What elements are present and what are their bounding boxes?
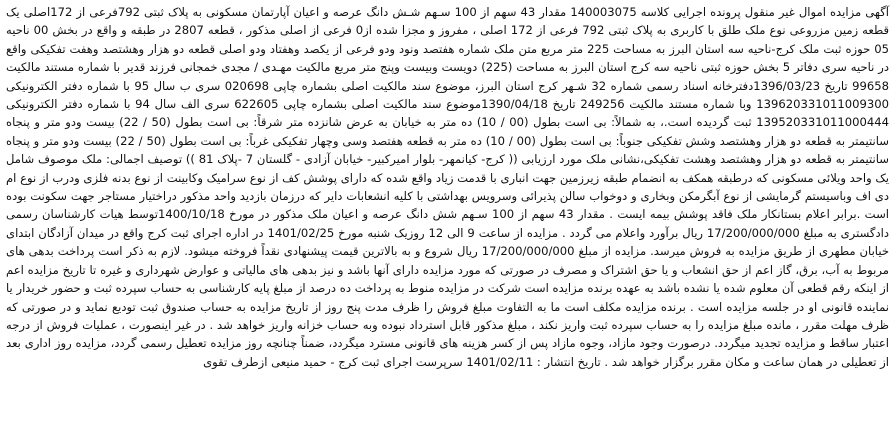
notice-body-text: آگهی مزایده اموال غیر منقول پرونده اجرایی کلاسه 140003075 مقدار 43 سهم از 100 سـهم شـش دانگ عرصه و اعیان آپارتمان مسکونی به پلاک ثبتی 792فرعی از 172اصلی یک قطعه زمین مزروعی نوع ملک طلق با کاربری به پلاک ثبتی 792 فرعی از 172 اصلی ، مفروز و مجزا شده از0 فرعی از اصلی مذکور ، قطعه 2807 در طبقه و واقع در بخش 00 ناحیه 05 حوزه ثبت ملک کرج-ناحیه سه استان البرز به مساحت 225 متر مربع متن ملک شماره هفتصد ونود ودو فرعی از یکصد وهفتاد ودو اصلی قطعه دو هزار وهشتصد وهفت تفکیکی واقع در ناحیه سری دفاتر 5 بخش حوزه ثبتی ناحیه سه کرج استان البرز به مساحت (225) دویست وبیست وپنج متر مربع مالکیت مهـدی / مجدی خمجانی فرزند قدیر با شماره مستند مالکیت 99658 تاریخ 1396/03/23دفترخانه اسناد رسمی شماره 32 شـهر کرج استان البرز، موضوع سند مالکیت اصلی بشماره چاپی 020698 سری ب سال 95 با شماره دفتر الکترونیکی 139620331011009300 وبا شماره مستند مالکیت 249256 تاریخ 1390/04/18موضوع سند مالکیت اصلی بشماره چاپی 622605 سری الف سال 94 با شماره دفتر الکترونیکی 139520331011000444 ثبت گردیده است.، به شمالاً: بی است بطول (00 / 10) ده متر به خیابان به عرض شانزده متر شرقاً: بی است بطول (50 / 22) بیست ودو متر و پنجاه سانتیمتر به قطعه دو هزار وهشتصد وشش تفکیکی جنوباً: بی است بطول (00 / 10) ده متر به قطعه هفتصد وسی وچهار تفکیکی غرباً: بی است بطول (50 / 22) بیست ودو متر و پنجاه سانتیمتر به قطعه دو هزار وهشتصد وهشت تفکیکی،نشانی ملک مورد ارزیابی (( کرج- کیانمهر- بلوار امیرکبیر- خیابان آزادی - گلستان 7 -پلاک 81 )) توصیف اجمالی: ملک موصوف شامل یک واحد ویلائی مسکونی که درطبقه همکف به انضمام طبقه زیرزمین جهت انباری با قدمت زیاد واقع شده که دارای پوشش کف از نوع سرامیک وکابینت از نوع بدنه فلزی ودرب از نوع ام دی اف وباسیستم گرمایشی از نوع آبگرمکن وبخاری و دوخواب سالن پذیرائی وسرویس بهداشتی با کلیه انشعابات دایر که درزمان بازدید واحد مذکور دراختیار مستاجر جهت سکونت بوده است .برابر اعلام بستانکار ملک فاقد پوشش بیمه ایست . مقدار 43 سهم از 100 سـهم شش دانگ عرصه و اعیان ملک مذکور در مورخ 1400/10/18توسط هیات کارشناسان رسمی دادگستری به مبلغ 17/200/000/000 ریال برآورد واعلام می گردد . مزایده از ساعت 9 الی 12 روزیک شنبه مورخ 1401/02/25 در اداره اجرای ثبت کرج واقع در میدان آزادگان ابتدای خیابان مطهری از طریق مزایده به فروش میرسد. مزایده از مبلغ 17/200/000/000 ریال شروع و به بالاترین قیمت پیشنهادی نقداً فروخته میشود. لازم به ذکر است پرداخت بدهی های مربوط به آب، برق، گاز اعم از حق انشعاب و یا حق اشتراک و مصرف در صورتی که مورد مزایده دارای آنها باشد و نیز بدهی های مالیاتی و عوارض شهرداری و غیره تا تاریخ مزایده اعم از اینکه رقم قطعی آن معلوم شده یا نشده باشد به عهده برنده مزایده است شرکت در مزایده منوط به پرداخت ده درصد از مبلغ پایه کارشناسی به حساب سپرده ثبت و حضور خریدار یا نماینده قانونی او در جلسه مزایده است . برنده مزایده مکلف است ما به التفاوت مبلغ فروش را ظرف مدت پنج روز از تاریخ مزایده به حساب صندوق ثبت تودیع نماید و در صورتی که ظرف مهلت مقرر ، مانده مبلغ مزایده را به حساب سپرده ثبت واریز نکند ، مبلغ مذکور قابل استرداد نبوده وبه حساب خزانه واریز خواهد شد . در غیر اینصورت ، عملیات فروش از درجه اعتبار ساقط و مزایده تجدید میگردد. درصورت وجود مازاد، وجوه مازاد پس از کسر هزینه های قانونی مسترد میگردد، ضمناً چنانچه روز مزایده تعطیل رسمی گردد، مزایده روز اداری بعد از تعطیلی در همان ساعت و مکان مقرر برگزار خواهد شد . تاریخ انتشار : 1401/02/11 سرپرست اجرای ثبت کرج - حمید منیعی ازطرف تقوی	[6, 5, 890, 369]
